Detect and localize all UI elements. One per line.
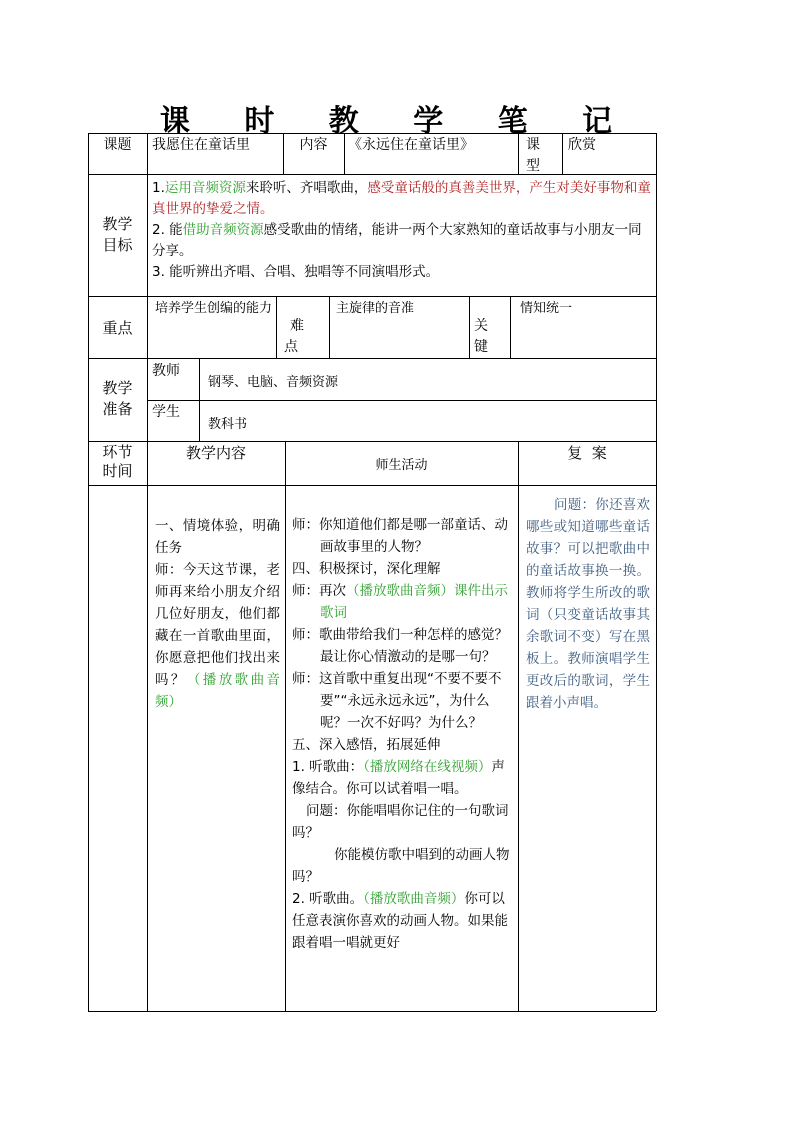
page-title: 课 时 教 学 笔 记 (159, 104, 635, 139)
difficulty-value: 主旋律的音准 (336, 301, 415, 316)
topic-label: 课题 (103, 137, 132, 153)
goals-label: 教学 目标 (102, 215, 133, 254)
teacher-label: 教师 (152, 363, 180, 379)
content-column-header: 教学内容 (185, 444, 246, 462)
review-notes: 问题：你还喜欢哪些或知道哪些童话故事？可以把歌曲中的童话故事换一换。教师将学生所改的歌词（只变童话故事其余歌词不变）写在黑板上。教师演唱学生更改后的歌词，学生跟着小声唱。 (526, 497, 650, 711)
student-value: 教科书 (208, 417, 248, 432)
review-column-header: 复 案 (567, 444, 607, 462)
focus-value: 培养学生创编的能力 (155, 301, 273, 316)
type-value: 欣赏 (568, 137, 596, 153)
goals-text: 1.运用音频资源来聆听、齐唱歌曲，感受童话般的真善美世界，产生对美好事物和童真世界的挚爱之情。 2. 能借助音频资源感受歌曲的情绪，能讲一两个大家熟知的童话故事与小朋友一同分享。 3. 能听辨出齐唱、合唱、独唱等不同演唱形式。 (152, 180, 651, 280)
activity-column-header: 师生活动 (375, 458, 428, 473)
stage-label: 环节 时间 (102, 443, 133, 480)
activities: 师：你知道他们都是哪一部童话、动画故事里的人物？ 四、积极探讨，深化理解 师：再次（播放歌曲音频）课件出示歌词 师：歌曲带给我们一种怎样的感觉？ 最让你心情激动的是哪一句？ 师：这首歌中重复出现“不要不要不要”“永远永远永远”，为什么呢？一次不好吗？为什么？ 五、深入感悟，拓展延伸 1. 听歌曲：（播放网络在线视频）声像结合。你可以试着唱一唱。 问题：你能唱唱你记住的一句歌词吗？ 你能模仿歌中唱到的动画人物吗？ 2. 听歌曲。（播放歌曲音频）你可以任意表演你喜欢的动画人物。如果能跟着唱一唱就更好 (292, 517, 510, 951)
student-label: 学生 (152, 404, 180, 420)
difficulty-label: 难 点 (284, 318, 304, 355)
content-label: 内容 (299, 137, 328, 153)
key-value: 情知统一 (520, 301, 573, 316)
teaching-content: 一、情境体验，明确任务 师：今天这节课，老师再来给小朋友介绍几位好朋友，他们都藏在一首歌曲里面，你愿意把他们找出来吗？（播放歌曲音频） (155, 518, 281, 710)
type-label: 课 型 (526, 137, 540, 174)
key-label: 关 键 (474, 318, 488, 355)
prep-label: 教学 准备 (102, 379, 133, 418)
topic-value: 我愿住在童话里 (152, 137, 250, 153)
teacher-value: 钢琴、电脑、音频资源 (208, 375, 339, 390)
content-value: 《永远住在童话里》 (348, 137, 474, 153)
focus-label: 重点 (102, 319, 133, 337)
